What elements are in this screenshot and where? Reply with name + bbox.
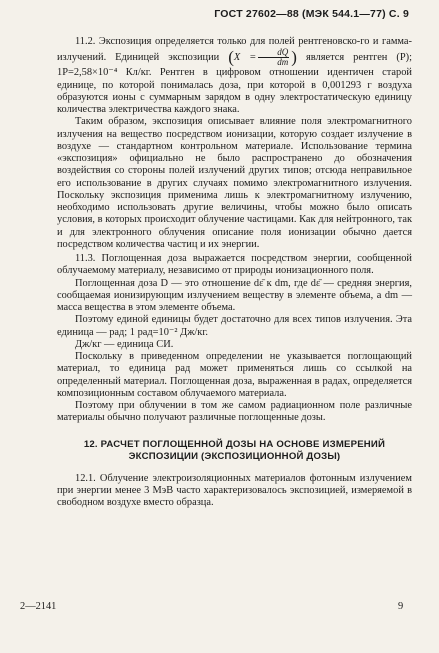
- formula-open-paren: (: [228, 47, 234, 67]
- page-header: ГОСТ 27602—88 (МЭК 544.1—77) С. 9: [214, 8, 409, 20]
- formula-fraction: [258, 48, 289, 67]
- paragraph-material-reference: Поскольку в приведенном определении не указывается поглощающий материал, то единица рад может применяться лишь со ссылкой на определенный материал. Поглощенная доза, выраженная в радах, определяется композиционным составом облучаемого материала.: [57, 351, 412, 399]
- paragraph-11-2-tail: является рентген (Р); 1Р=2,58×10⁻⁴ Кл/кг. Рентген в цифровом отношении идентичен старой единице, по которой понималась доза, при которой в 0,001293 г воздуха образуются ионы с суммарным зарядом в одну электростатическую единицу количества электричества каждого знака.: [57, 52, 412, 115]
- formula-denominator: dm: [277, 57, 289, 68]
- formula-variable: X =: [233, 52, 257, 64]
- section-heading-12: 12. РАСЧЕТ ПОГЛОЩЕННОЙ ДОЗЫ НА ОСНОВЕ ИЗМЕРЕНИЙ ЭКСПОЗИЦИИ (ЭКСПОЗИЦИОННОЙ ДОЗЫ): [83, 438, 386, 462]
- formula-close-paren: ): [291, 47, 297, 67]
- formula-numerator: dQ: [258, 48, 289, 58]
- paragraph-different-doses: Поэтому при облучении в том же самом радиационном поле различные материалы обычно получают различные поглощенные дозы.: [57, 400, 412, 424]
- paragraph-unit-rad: Поэтому единой единицы будет достаточно для всех типов излучения. Эта единица — рад; 1 рад=10⁻² Дж/кг.: [57, 314, 412, 338]
- document-body: [57, 36, 412, 509]
- paragraph-11-3: 11.3. Поглощенная доза выражается посредством энергии, сообщенной облучаемому материалу, независимо от природы ионизационного поля.: [57, 253, 412, 277]
- footer-signature-mark: 2—2141: [20, 601, 57, 612]
- paragraph-si-unit: Дж/кг — единица СИ.: [75, 338, 174, 350]
- paragraph-absorbed-dose: Поглощенная доза D — это отношение dε̄ к dm, где dε̄ — средняя энергия, сообщаемая ионизирующим излучением веществу в элементе объема, а dm — масса вещества в этом элементе объема.: [57, 277, 412, 313]
- page-number: 9: [398, 601, 404, 612]
- paragraph-12-1: 12.1. Облучение электроизоляционных материалов фотонным излучением при энергии менее 3 МэВ часто характеризовалось экспозицией, измеряемой в свободном воздухе вместо образца.: [57, 472, 412, 508]
- paragraph-11-2: [57, 36, 412, 116]
- paragraph-exposure-description: Таким образом, экспозиция описывает влияние поля электромагнитного излучения на вещество посредством ионизации, которую создает излучение в воздухе — стандартном контрольном материале. Использование термина «экспозиция» официально не было распространено до обозначения воздействия со стороны полей излучений других типов; отсюда неправильное его использование в других случаях помимо электромагнитного излучения. Поскольку экспозиция применима лишь к электромагнитному излучению, необходимо использовать другие величины, чтобы можно было описать условия, в которых происходит облучение частицами. Как для нейтронного, так и для электронного облучения описание поля ионизации обычно дается посредством количества частиц и их энергии.: [57, 116, 412, 250]
- paragraph-11-2-lead: 11.2. Экспозиция определяется только для полей рентгеновско-го и гамма-излучений. Единицей экспозиции: [57, 36, 412, 64]
